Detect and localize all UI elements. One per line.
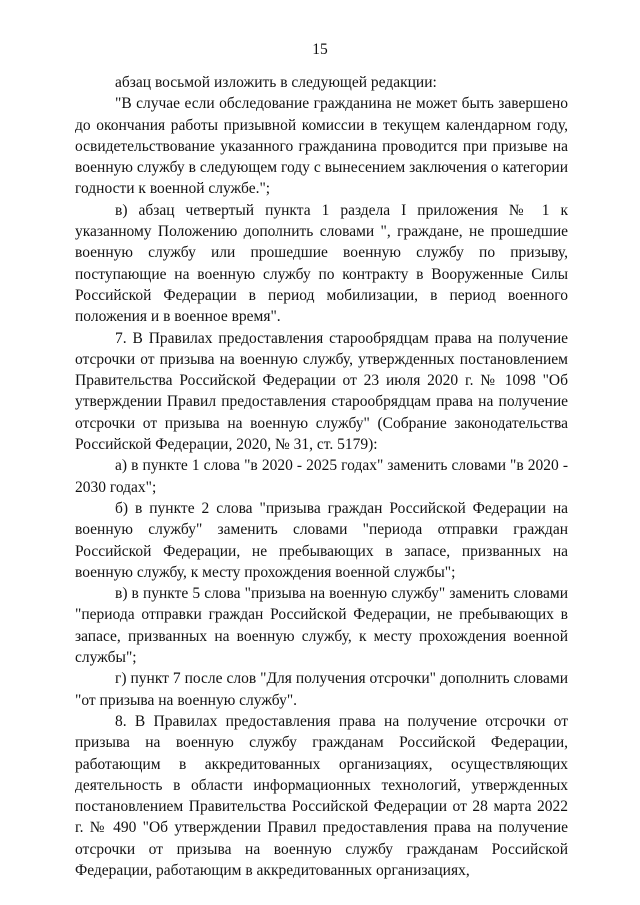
page-number: 15 [312,41,328,58]
paragraph-item-g: г) пункт 7 после слов "Для получения отсрочки" дополнить словами "от призыва на военную службу". [75,670,568,709]
paragraph-item-b: б) в пункте 2 слова "призыва граждан Российской Федерации на военную службу" заменить словами "периода отправки граждан Российской Федерации, не пребывающих в запасе, призванных на военную службу, к месту прохождения военной службы"; [75,499,568,581]
paragraph-section-7: 7. В Правилах предоставления старообрядцам права на получение отсрочки от призыва на военную службу, утвержденных постановлением Правительства Российской Федерации от 23 июля 2020 г. № 1098 "Об утверждении Правил предоставления старообрядцам права на получение отсрочки от призыва на военную службу" (Собрание законодательства Российской Федерации, 2020, № 31, ст. 5179): [75,329,568,454]
paragraph-section-8: 8. В Правилах предоставления права на получение отсрочки от призыва на военную службу гражданам Российской Федерации, работающим в аккредитованных организациях, осуществляющих деятельность в области информационных технологий, утвержденных постановлением Правительства Российской Федерации от 28 марта 2022 г. № 490 "Об утверждении Правил предоставления права на получение отсрочки от призыва на военную службу гражданам Российской Федерации, работающим в аккредитованных организациях, [75,712,568,879]
paragraph-item-v: в) абзац четвертый пункта 1 раздела I приложения № 1 к указанному Положению дополнить словами ", граждане, не прошедшие военную службу или прошедшие военную службу по призыву, поступающие на военную службу по контракту в Вооруженные Силы Российской Федерации в период мобилизации, в период военного положения и в военное время". [75,201,568,326]
document-body [75,72,568,881]
paragraph-quote: "В случае если обследование гражданина не может быть завершено до окончания работы призывной комиссии в текущем календарном году, освидетельствование указанного гражданина проводится при призыве на военную службу в следующем году с вынесением заключения о категории годности к военной службе."; [75,95,568,198]
paragraph-item-v2: в) в пункте 5 слова "призыва на военную службу" заменить словами "периода отправки граждан Российской Федерации, не пребывающих в запасе, призванных на военную службу, к месту прохождения военной службы"; [75,585,568,667]
paragraph-item-a: а) в пункте 1 слова "в 2020 - 2025 годах" заменить словами "в 2020 - 2030 годах"; [75,457,568,496]
paragraph-intro: абзац восьмой изложить в следующей редакции: [115,74,437,91]
